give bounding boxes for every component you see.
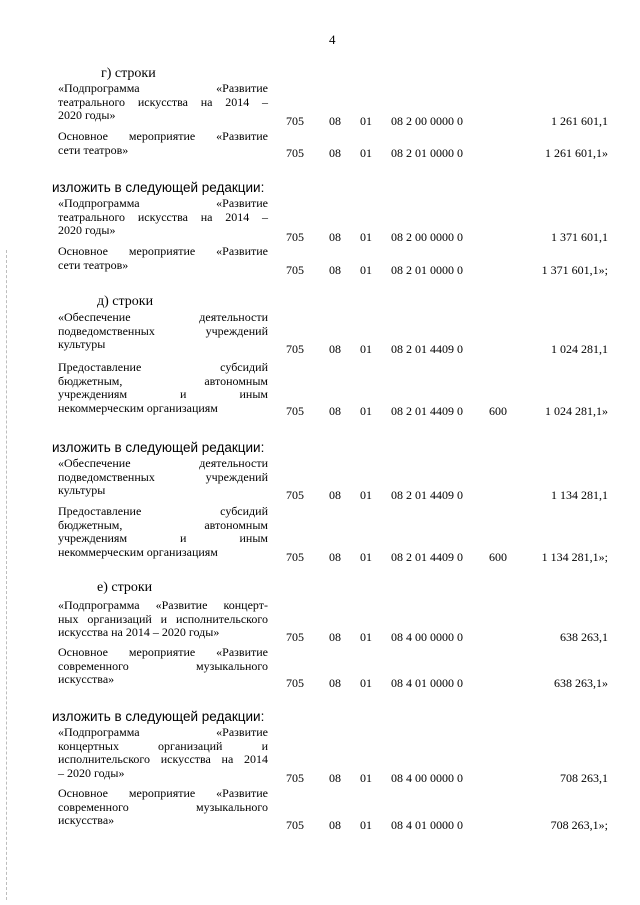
section-heading-d: д) строки [97,294,154,309]
cell-gr: 705 [286,404,304,418]
row-description: «Обеспечение деятельности подведомственных учреждений культуры [58,310,268,351]
cell-gr: 705 [286,114,304,128]
cell-vr: 600 [489,550,507,564]
scan-margin-line [6,250,8,900]
cell-pr: 01 [360,263,372,277]
cell-cs: 08 2 01 0000 0 [391,263,463,277]
cell-gr: 705 [286,146,304,160]
cell-pr: 01 [360,230,372,244]
cell-cs: 08 4 01 0000 0 [391,676,463,690]
row-description: «Подпрограмма «Развитие театрального искусства на 2014 – 2020 годы» [58,196,268,237]
cell-gr: 705 [286,818,304,832]
cell-sum: 638 263,1» [554,676,608,690]
cell-rz: 08 [329,230,341,244]
row-description: «Обеспечение деятельности подведомственных учреждений культуры [58,456,268,497]
cell-gr: 705 [286,488,304,502]
cell-pr: 01 [360,404,372,418]
cell-gr: 705 [286,771,304,785]
row-description: Предоставление субсидий бюджетным, автономным учреждениям и иным некоммерческим организациям [58,360,268,415]
section-heading-e: е) строки [97,580,153,595]
cell-cs: 08 2 00 0000 0 [391,230,463,244]
cell-gr: 705 [286,263,304,277]
row-description: «Подпрограмма «Развитие концерт- ных организаций и исполнительского искусства на 2014 – 2020 годы» [58,598,268,639]
cell-sum: 1 134 281,1»; [541,550,608,564]
row-description: Предоставление субсидий бюджетным, автономным учреждениям и иным некоммерческим организациям [58,504,268,559]
cell-vr: 600 [489,404,507,418]
cell-rz: 08 [329,550,341,564]
cell-rz: 08 [329,676,341,690]
cell-sum: 1 134 281,1 [551,488,608,502]
cell-cs: 08 2 01 4409 0 [391,342,463,356]
cell-gr: 705 [286,230,304,244]
cell-rz: 08 [329,146,341,160]
cell-sum: 1 024 281,1» [545,404,608,418]
cell-pr: 01 [360,676,372,690]
cell-rz: 08 [329,818,341,832]
cell-rz: 08 [329,114,341,128]
cell-pr: 01 [360,771,372,785]
cell-gr: 705 [286,676,304,690]
page-number: 4 [329,32,336,47]
row-description: Основное мероприятие «Развитие сети театров» [58,244,268,272]
cell-rz: 08 [329,342,341,356]
row-description: «Подпрограмма «Развитие концертных организаций и исполнительского искусства на 2014 – 2020 годы» [58,725,268,780]
cell-rz: 08 [329,488,341,502]
cell-sum: 1 261 601,1» [545,146,608,160]
cell-sum: 708 263,1 [560,771,608,785]
row-description: Основное мероприятие «Развитие современного музыкального искусства» [58,645,268,686]
section-heading-redaction: изложить в следующей редакции: [52,440,265,455]
cell-cs: 08 2 01 4409 0 [391,404,463,418]
row-description: Основное мероприятие «Развитие сети театров» [58,129,268,157]
row-description: Основное мероприятие «Развитие современного музыкального искусства» [58,786,268,827]
cell-pr: 01 [360,488,372,502]
cell-cs: 08 2 01 4409 0 [391,550,463,564]
cell-sum: 708 263,1»; [550,818,608,832]
cell-pr: 01 [360,342,372,356]
cell-pr: 01 [360,818,372,832]
cell-rz: 08 [329,404,341,418]
cell-rz: 08 [329,263,341,277]
cell-cs: 08 2 01 0000 0 [391,146,463,160]
cell-pr: 01 [360,630,372,644]
section-heading-g: г) строки [101,66,156,81]
cell-cs: 08 2 01 4409 0 [391,488,463,502]
cell-pr: 01 [360,146,372,160]
cell-sum: 1 371 601,1 [551,230,608,244]
cell-gr: 705 [286,550,304,564]
cell-cs: 08 4 00 0000 0 [391,630,463,644]
cell-sum: 1 024 281,1 [551,342,608,356]
cell-pr: 01 [360,114,372,128]
row-description: «Подпрограмма «Развитие театрального искусства на 2014 – 2020 годы» [58,81,268,122]
cell-sum: 1 261 601,1 [551,114,608,128]
cell-rz: 08 [329,630,341,644]
cell-pr: 01 [360,550,372,564]
cell-gr: 705 [286,342,304,356]
cell-gr: 705 [286,630,304,644]
cell-sum: 1 371 601,1»; [541,263,608,277]
cell-rz: 08 [329,771,341,785]
cell-cs: 08 2 00 0000 0 [391,114,463,128]
section-heading-redaction: изложить в следующей редакции: [52,709,265,724]
cell-sum: 638 263,1 [560,630,608,644]
cell-cs: 08 4 00 0000 0 [391,771,463,785]
section-heading-redaction: изложить в следующей редакции: [52,180,265,195]
cell-cs: 08 4 01 0000 0 [391,818,463,832]
